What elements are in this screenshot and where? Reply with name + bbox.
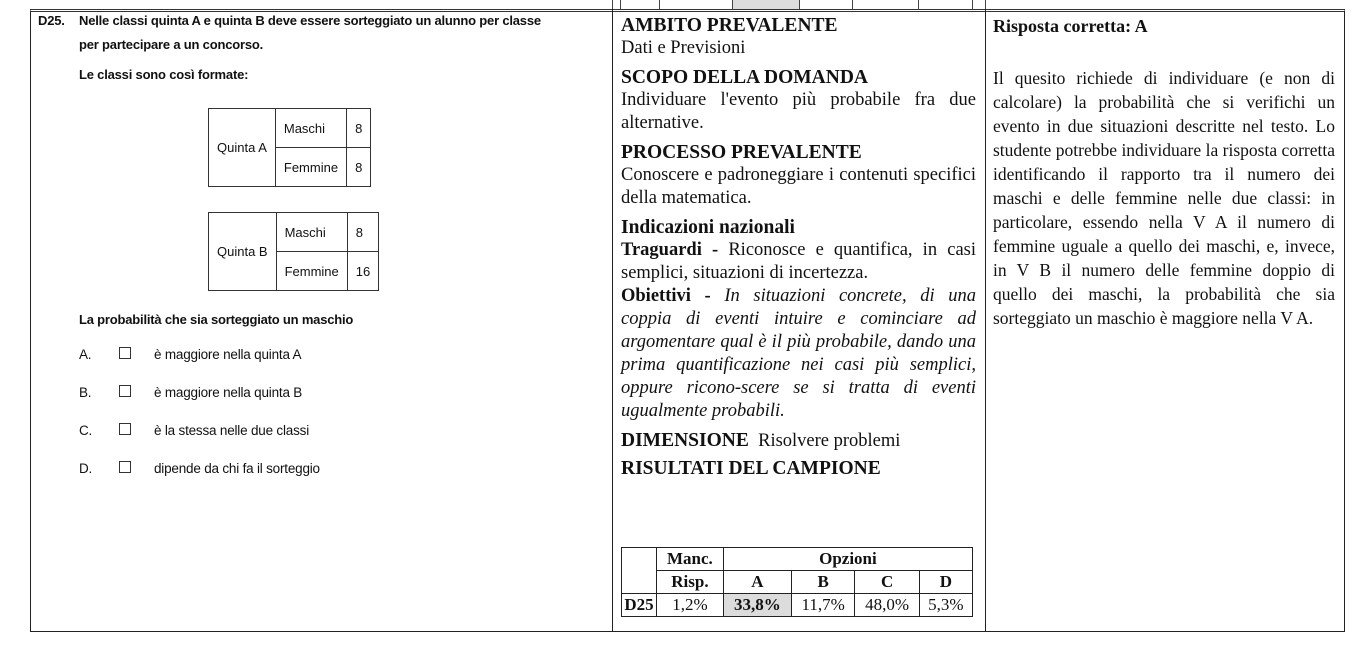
row-value: 8	[347, 148, 371, 187]
prev-table-edge	[852, 0, 853, 9]
option-text: dipende da chi fa il sorteggio	[154, 461, 320, 476]
opzioni-header: Opzioni	[723, 548, 972, 571]
class-table-a	[208, 108, 371, 187]
option-header: D	[919, 571, 972, 594]
column-divider	[985, 9, 986, 631]
traguardi	[621, 239, 976, 285]
option-text: è maggiore nella quinta B	[154, 385, 303, 400]
option-d[interactable]	[79, 461, 320, 476]
option-letter: C.	[79, 423, 93, 438]
prev-table-edge	[918, 0, 919, 9]
scopo-title: SCOPO DELLA DOMANDA	[621, 67, 869, 88]
obiettivi-text: In situazioni concrete, di una coppia di eventi intuire e cominciare ad argomentare qual è il più probabile, dando una prima quantificazione nei casi più semplici, oppure ricono-scere se si tratta di eventi ugualmente probabili.	[621, 286, 976, 421]
column-divider	[612, 9, 613, 631]
option-letter: B.	[79, 385, 92, 400]
answer-title: Risposta corretta: A	[993, 16, 1148, 36]
option-header: C	[855, 571, 919, 594]
prev-table-edge	[972, 0, 973, 9]
value-d: 5,3%	[919, 594, 972, 617]
class-name: Quinta B	[209, 213, 277, 291]
row-value: 8	[347, 109, 371, 148]
option-a[interactable]	[79, 347, 301, 362]
option-text: è la stessa nelle due classi	[154, 423, 309, 438]
question-id: D25.	[38, 13, 65, 28]
risultati-title: RISULTATI DEL CAMPIONE	[621, 458, 881, 479]
option-letter: D.	[79, 461, 93, 476]
ambito-value: Dati e Previsioni	[621, 38, 746, 58]
question-text-2: per partecipare a un concorso.	[79, 37, 264, 52]
value-b: 11,7%	[791, 594, 855, 617]
checkbox-icon[interactable]	[119, 347, 131, 359]
value-c: 48,0%	[855, 594, 919, 617]
row-label: Maschi	[276, 213, 347, 252]
scopo-value: Individuare l'evento più probabile fra due alternative.	[621, 90, 976, 133]
dimensione	[621, 429, 976, 453]
option-c[interactable]	[79, 423, 309, 438]
checkbox-icon[interactable]	[119, 461, 131, 473]
manc-value: 1,2%	[657, 594, 724, 617]
checkbox-icon[interactable]	[119, 423, 131, 435]
option-header: B	[791, 571, 855, 594]
results-table	[621, 547, 973, 617]
prev-table-edge	[659, 0, 660, 9]
row-value: 16	[347, 252, 378, 291]
prev-table-edge	[612, 0, 613, 9]
manc-header: Manc.	[657, 548, 724, 571]
info-column	[621, 14, 976, 480]
row-label: Maschi	[275, 109, 346, 148]
question-text-1: Nelle classi quinta A e quinta B deve essere sorteggiato un alunno per classe	[79, 13, 541, 28]
option-text: è maggiore nella quinta A	[154, 347, 302, 362]
prev-table-edge	[732, 0, 800, 9]
row-label: Femmine	[276, 252, 347, 291]
option-letter: A.	[79, 347, 92, 362]
checkbox-icon[interactable]	[119, 385, 131, 397]
answer-explanation: Il quesito richiede di individuare (e non di calcolare) la probabilità che si verifichi un evento in due situazioni descritte nel testo. Lo studente potrebbe individuare la risposta corretta identificando il rapporto tra il numero dei maschi e delle femmine nelle due classi: in particolare, essendo nella V A il numero di femmine uguale a quello dei maschi, e, invece, in V B il numero delle femmine doppio di quello dei maschi, la probabilità che sia sorteggiato un maschio è maggiore nella V A.	[993, 68, 1335, 328]
value-a-correct: 33,8%	[723, 594, 791, 617]
question-prompt: La probabilità che sia sorteggiato un maschio	[79, 312, 354, 327]
obiettivi	[621, 285, 976, 423]
prev-table-edge	[620, 0, 621, 9]
obiettivi-label: Obiettivi -	[621, 286, 711, 306]
processo-value: Conoscere e padroneggiare i contenuti specifici della matematica.	[621, 165, 976, 208]
row-value: 8	[347, 213, 378, 252]
class-table-b	[208, 212, 379, 291]
row-label: Femmine	[275, 148, 346, 187]
traguardi-text: Riconosce e quantifica, in casi semplici, situazioni di incertezza.	[621, 240, 976, 283]
indicazioni-title: Indicazioni nazionali	[621, 217, 795, 238]
option-header: A	[723, 571, 791, 594]
class-name: Quinta A	[209, 109, 276, 187]
processo-title: PROCESSO PREVALENTE	[621, 142, 862, 163]
ambito-title: AMBITO PREVALENTE	[621, 15, 838, 36]
manc-header-2: Risp.	[657, 571, 724, 594]
row-label: D25	[622, 594, 657, 617]
prev-table-edge	[985, 0, 986, 9]
dimensione-title: DIMENSIONE	[621, 430, 749, 451]
dimensione-value: Risolvere problemi	[758, 431, 901, 451]
option-b[interactable]	[79, 385, 302, 400]
traguardi-label: Traguardi -	[621, 240, 719, 260]
question-intro: Le classi sono così formate:	[79, 67, 249, 82]
